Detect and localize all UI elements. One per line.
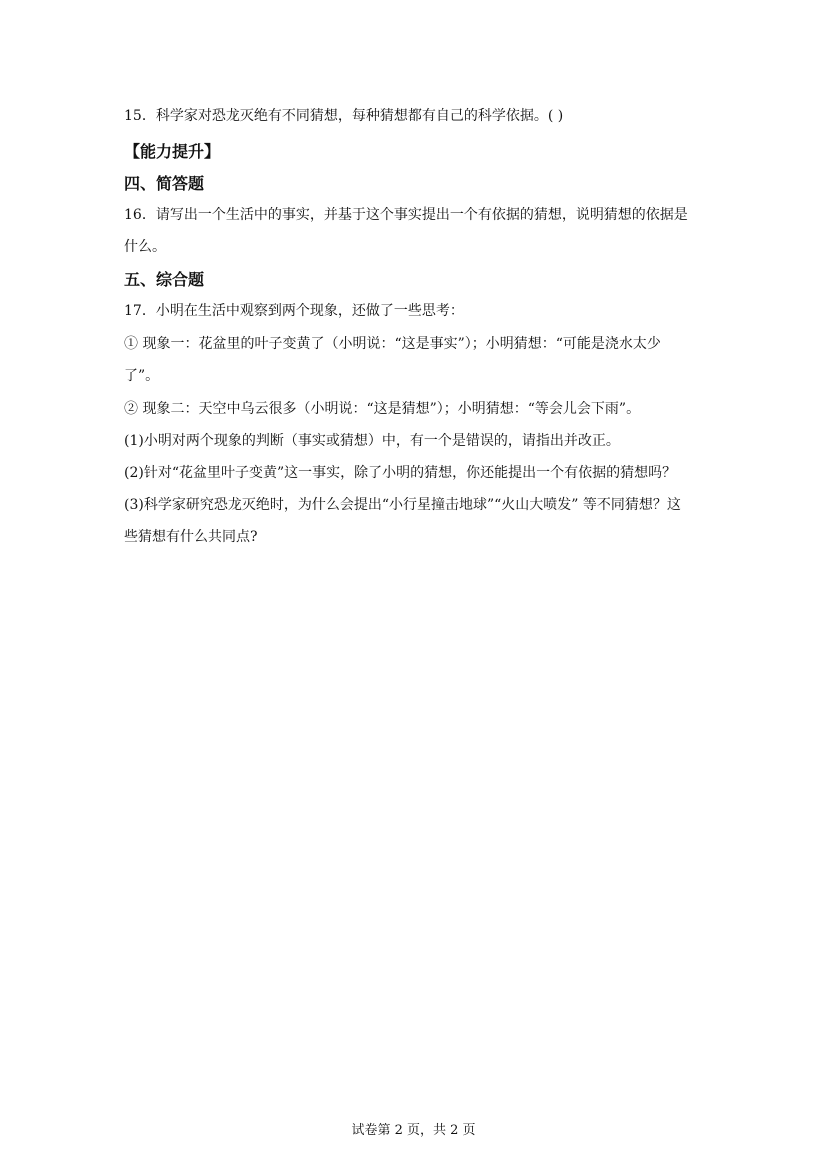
page-footer: 试卷第 2 页，共 2 页 [351, 1123, 476, 1138]
question-17-sub-1: (1)小明对两个现象的判断（事实或猜想）中，有一个是错误的，请指出并改正。 [124, 433, 620, 449]
question-17-item-1-line-1: ① 现象一：花盆里的叶子变黄了（小明说：“这是事实”）；小明猜想：“可能是浇水太少 [124, 336, 661, 352]
question-17-sub-2: (2)针对“花盆里叶子变黄”这一事实，除了小明的猜想，你还能提出一个有依据的猜想吗？ [124, 465, 677, 481]
question-16-line-2: 什么。 [124, 239, 166, 255]
question-17-item-2: ② 现象二：天空中乌云很多（小明说：“这是猜想”）；小明猜想：“等会儿会下雨”。 [124, 401, 641, 417]
question-17-sub-3-line-2: 些猜想有什么共同点? [124, 529, 258, 545]
section-heading-ability: 【能力提升】 [124, 142, 221, 161]
question-17-intro: 17．小明在生活中观察到两个现象，还做了一些思考： [124, 303, 464, 319]
question-16-line-1: 16．请写出一个生活中的事实，并基于这个事实提出一个有依据的猜想，说明猜想的依据是 [124, 207, 688, 223]
section-heading-short-answer: 四、简答题 [124, 174, 205, 193]
question-15: 15．科学家对恐龙灭绝有不同猜想，每种猜想都有自己的科学依据。( ) [124, 108, 564, 124]
section-heading-comprehensive: 五、综合题 [124, 270, 205, 289]
question-17-item-1-line-2: 了”。 [124, 368, 160, 384]
question-17-sub-3-line-1: (3)科学家研究恐龙灭绝时，为什么会提出“小行星撞击地球”“火山大喷发” 等不同猜想？这 [124, 497, 681, 513]
